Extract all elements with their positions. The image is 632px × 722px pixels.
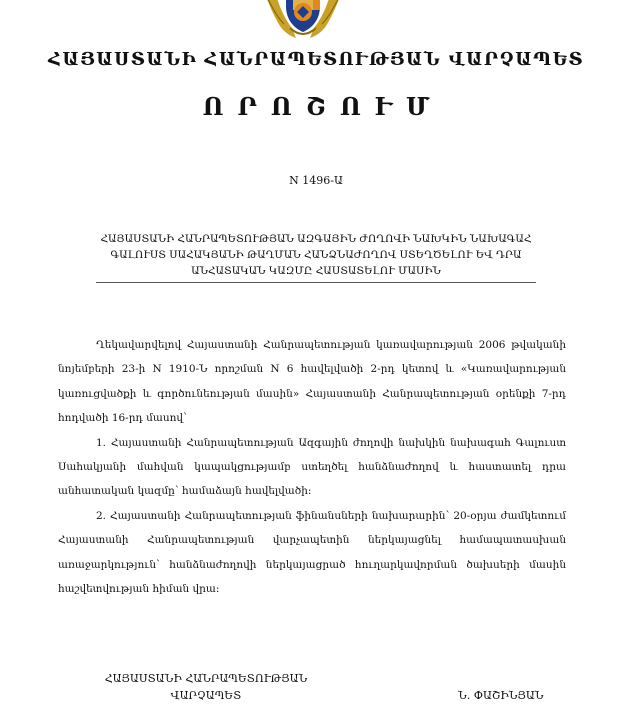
signatory-title: [86, 670, 326, 704]
document-header-title: ՀԱՅԱՍՏԱՆԻ ՀԱՆՐԱՊԵՏՈՒԹՅԱՆ ՎԱՐՉԱՊԵՏ: [48, 50, 584, 70]
decree-number: N 1496-Ա: [289, 174, 343, 187]
clause-2-paragraph: 2. Հայաստանի Հանրապետության ֆինանսների նախարարին՝ 20-օրյա ժամկետում Հայաստանի Հանրապետության վարչապետին ներկայացնել համապատասխան առաջարկություն՝ հանձնաժողովի ներկայացրած հուղարկավորման ծախսերի մասին հաշվետվության հիման վրա։: [58, 509, 566, 596]
signatory-title-line-1: ՀԱՅԱՍՏԱՆԻ ՀԱՆՐԱՊԵՏՈՒԹՅԱՆ: [104, 672, 308, 685]
signatory-title-line-2: ՎԱՐՉԱՊԵՏ: [170, 689, 242, 702]
signatory-name: Ն. ՓԱՇԻՆՅԱՆ: [458, 689, 544, 702]
armenian-coat-of-arms-emblem-icon: [256, 0, 350, 40]
decree-body: [58, 333, 566, 601]
document-kind-heading: ՈՐՈՇՈՒՄ: [202, 92, 444, 121]
clause-1-paragraph: 1. Հայաստանի Հանրապետության Ազգային ժողովի նախկին նախագահ Գալուստ Սահակյանի մահվան կապակցությամբ ստեղծել հանձնաժողով և հաստատել դրա անհատական կազմը՝ համաձայն հավելվածի։: [58, 436, 566, 498]
decree-subject: ՀԱՅԱՍՏԱՆԻ ՀԱՆՐԱՊԵՏՈՒԹՅԱՆ ԱԶԳԱՅԻՆ ԺՈՂՈՎԻ ՆԱԽԿԻՆ ՆԱԽԱԳԱՀ ԳԱԼՈՒՍՏ ՍԱՀԱԿՅԱՆԻ ԹԱՂՄԱՆ ՀԱՆՁՆԱԺՈՂՈՎ ՍՏԵՂԾԵԼՈՒ ԵՎ ԴՐԱ ԱՆՀԱՏԱԿԱՆ ԿԱԶՄԸ ՀԱՍՏԱՏԵԼՈՒ ՄԱՍԻՆ: [96, 231, 536, 283]
preamble-paragraph: Ղեկավարվելով Հայաստանի Հանրապետության կառավարության 2006 թվականի նոյեմբերի 23-ի N 1910-Ն որոշման N 6 հավելվածի 2-րդ կետով և «Կառավարության կառուցվածքի և գործունեության մասին» Հայաստանի Հանրապետության օրենքի 7-րդ հոդվածի 16-րդ մասով՝: [58, 339, 566, 425]
